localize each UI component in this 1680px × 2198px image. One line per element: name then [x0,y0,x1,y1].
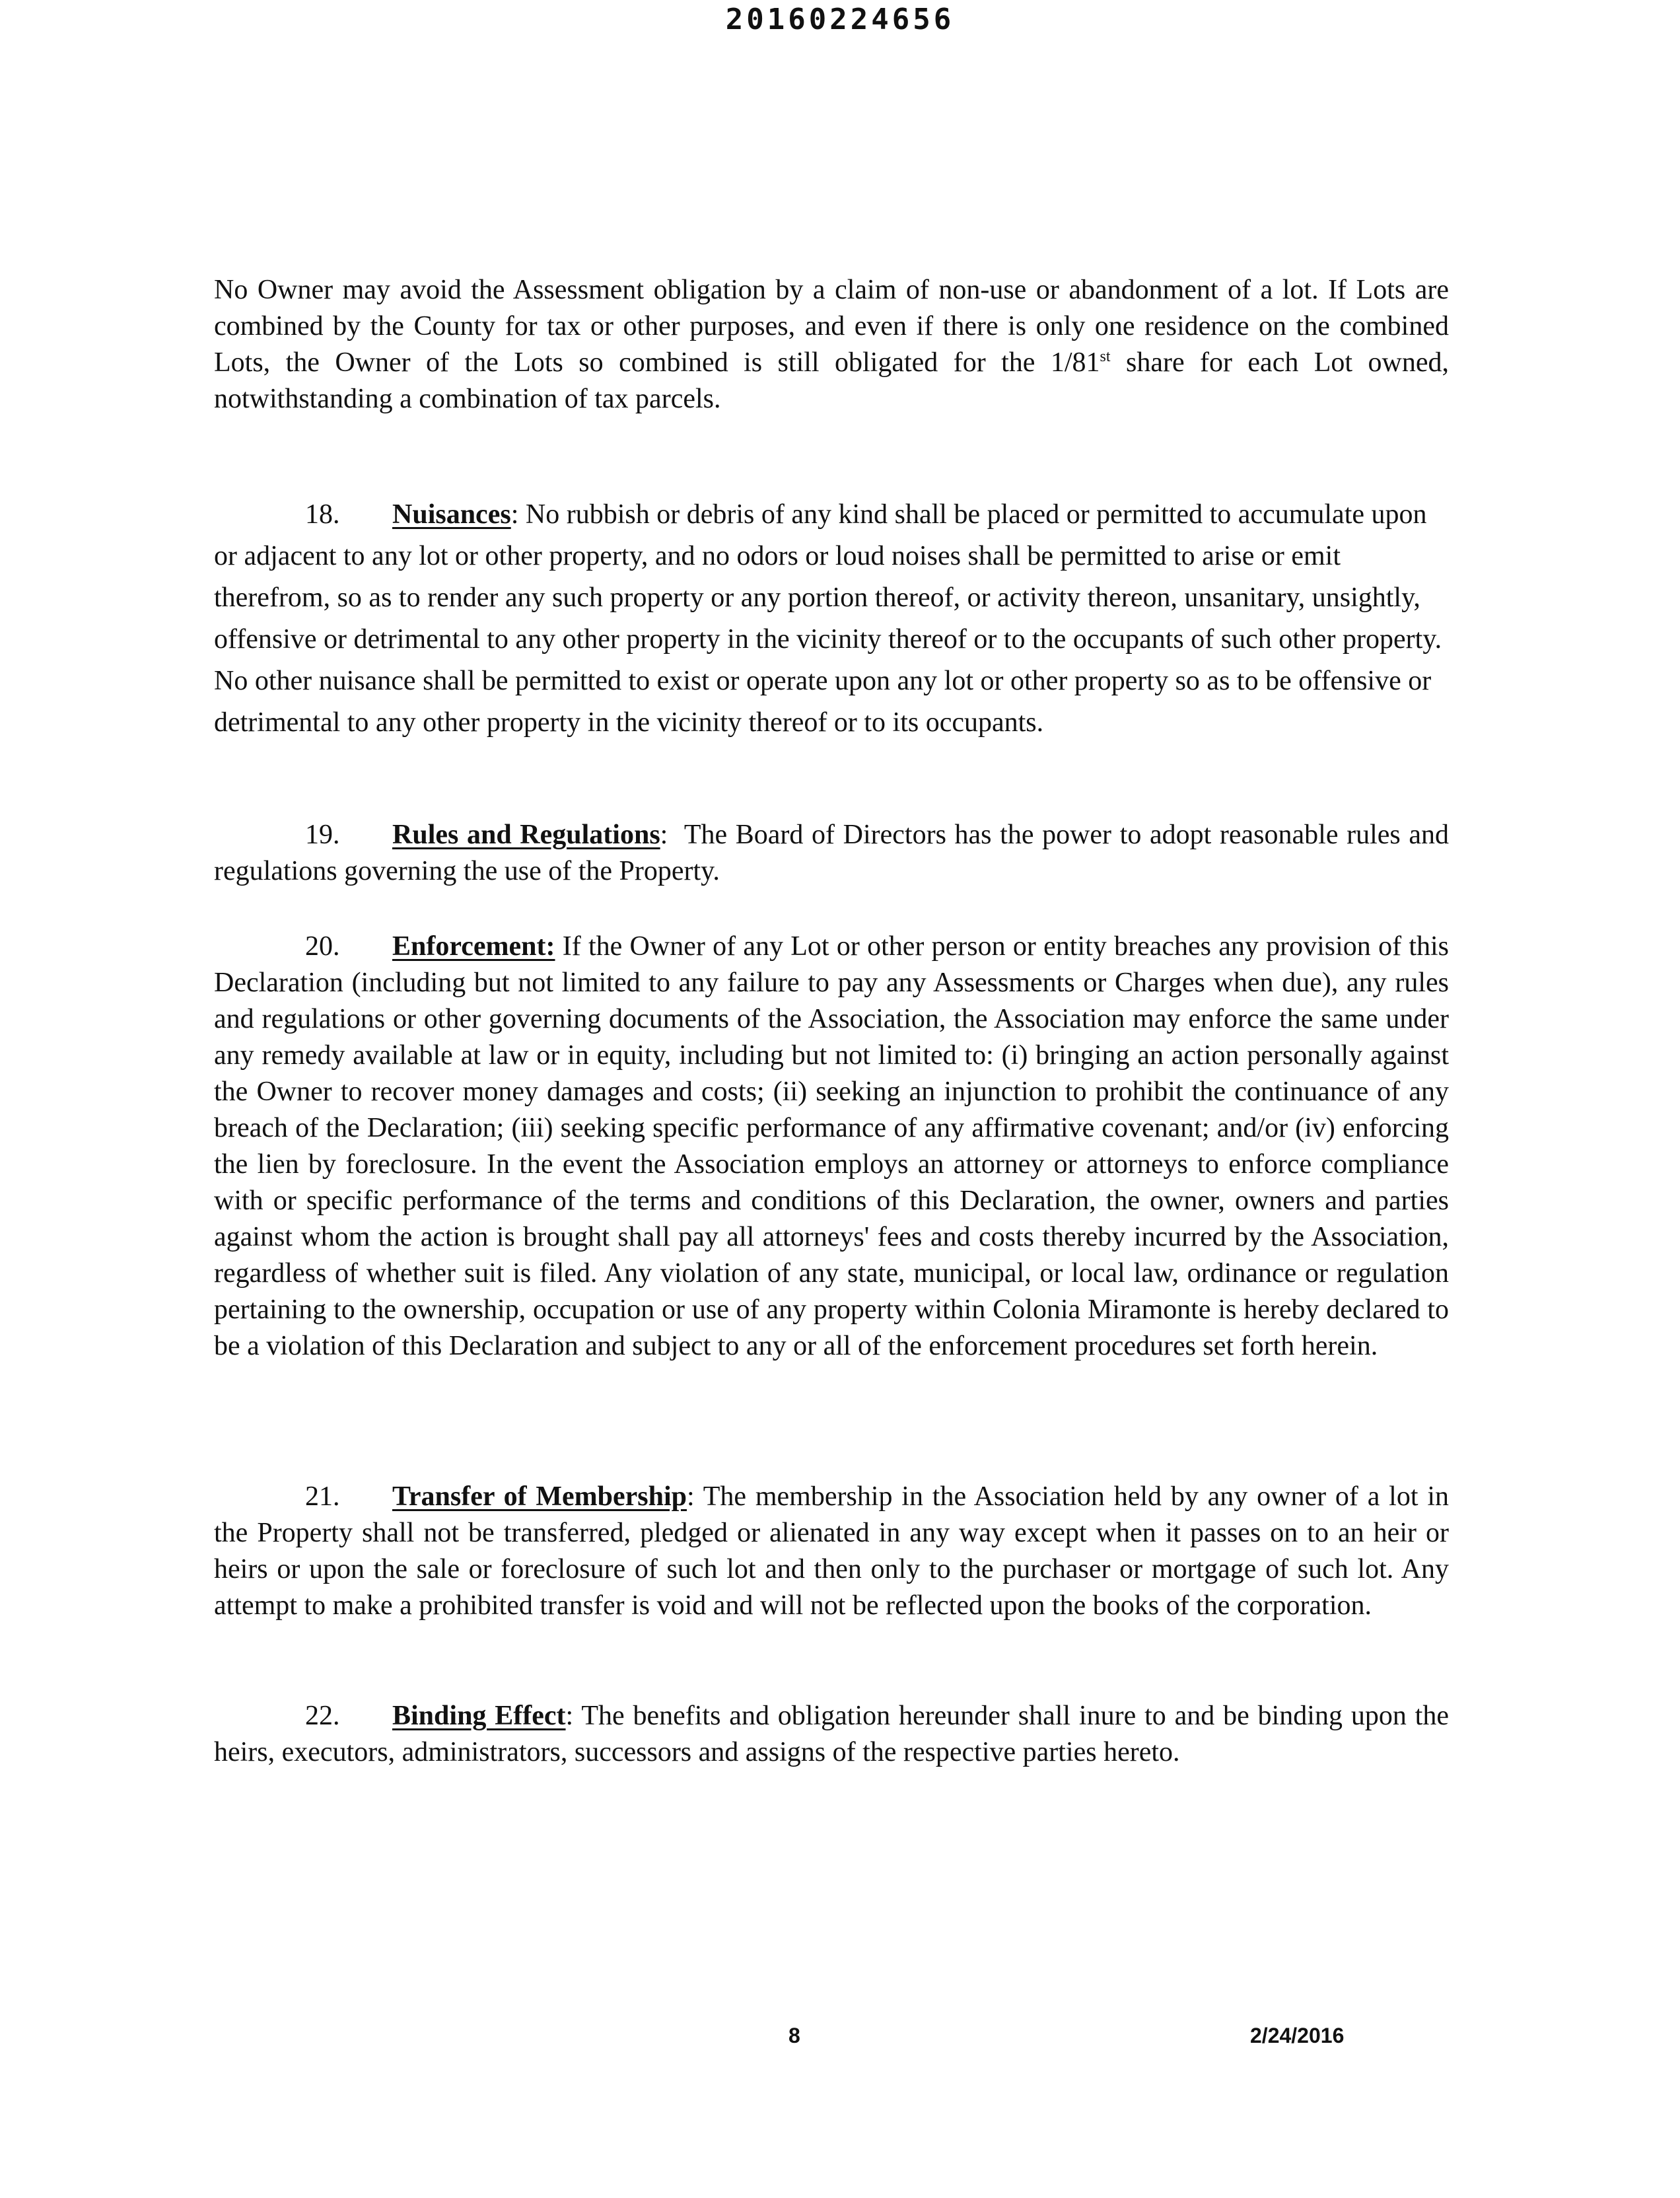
section-number: 21. [305,1481,340,1512]
section-heading: Nuisances [392,499,511,530]
heading-colon: : [660,820,668,850]
section-number: 18. [305,499,340,530]
section-20 [214,929,1449,1365]
section-heading: Binding Effect [392,1701,566,1731]
heading-colon: : [687,1481,695,1512]
section-number: 22. [305,1701,340,1731]
section-number: 20. [305,931,340,962]
section-19 [214,817,1449,890]
section-number: 19. [305,820,340,850]
heading-colon: : [565,1701,574,1731]
intro-paragraph [214,272,1449,417]
section-body: The Board of Directors has the power to adopt reasonable rules and regulations governing the use of the Property. [214,820,1449,886]
section-heading: Enforcement: [392,931,555,962]
ordinal-suffix: st [1100,348,1111,365]
section-body: If the Owner of any Lot or other person or entity breaches any provision of this Declaration (including but not limited to any failure to pay any Assessments or Charges when due), any rules and regulations or other governing documents of the Association, the Association may enforce the same under any remedy available at law or in equity, including but not limited to: (i) bringing an action personally against the Owner to recover money damages and costs; (ii) seeking an injunction to prohibit the continuance of any breach of the Declaration; (iii) seeking specific performance of any affirmative covenant; and/or (iv) enforcing the lien by foreclosure. In the event the Association employs an attorney or attorneys to enforce compliance with or specific performance of the terms and conditions of this Declaration, the owner, owners and parties against whom the action is brought shall pay all attorneys' fees and costs thereby incurred by the Association, regardless of whether suit is filed. Any violation of any state, municipal, or local law, ordinance or regulation pertaining to the ownership, occupation or use of any property within Colonia Miramonte is hereby declared to be a violation of this Declaration and subject to any or all of the enforcement procedures set forth herein. [214,931,1449,1361]
section-22 [214,1698,1449,1771]
section-body: No rubbish or debris of any kind shall be placed or permitted to accumulate upon or adjacent to any lot or other property, and no odors or loud noises shall be permitted to arise or emit therefrom, so as to render any such property or any portion thereof, or activity thereon, unsanitary, unsightly, offensive or detrimental to any other property in the vicinity thereof or to the occupants of such other property. No other nuisance shall be permitted to exist or operate upon any lot or other property so as to be offensive or detrimental to any other property in the vicinity thereof or to its occupants. [214,499,1442,738]
section-21 [214,1479,1449,1624]
document-number: 20160224656 [725,3,955,36]
section-18 [214,494,1449,744]
intro-text-end: share for each Lot owned, notwithstanding a combination of tax parcels. [214,347,1449,414]
footer-date: 2/24/2016 [1250,2024,1345,2047]
heading-colon: : [510,499,519,530]
intro-text-start: No Owner may avoid the Assessment obligation by a claim of non-use or abandonment of a lot. If Lots are combined by the County for tax or other purposes, and even if there is only one residence on the combined Lots, the Owner of the Lots so combined is still obligated for the 1/81 [214,275,1449,378]
section-heading: Rules and Regulations [392,820,660,850]
section-body: The membership in the Association held by any owner of a lot in the Property shall not be transferred, pledged or alienated in any way except when it passes on to an heir or heirs or upon the sale or foreclosure of such lot and then only to the purchaser or mortgage of such lot. Any attempt to make a prohibited transfer is void and will not be reflected upon the books of the corporation. [214,1481,1449,1621]
section-body: The benefits and obligation hereunder shall inure to and be binding upon the heirs, executors, administrators, successors and assigns of the respective parties hereto. [214,1701,1449,1767]
page-number: 8 [788,2024,800,2047]
section-heading: Transfer of Membership [392,1481,687,1512]
